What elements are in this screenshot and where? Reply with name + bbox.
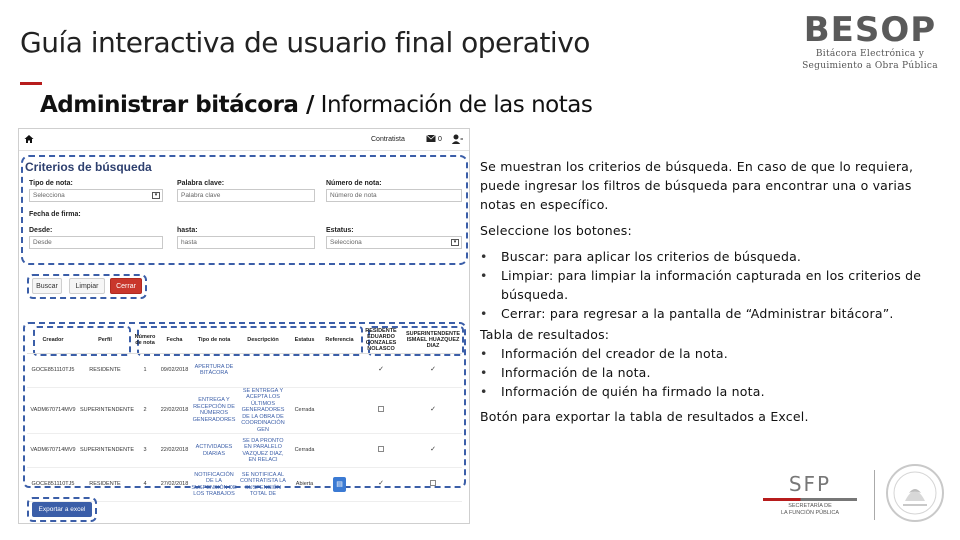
- table-list: [480, 344, 930, 401]
- explanation: [480, 157, 930, 433]
- sfp-logo: [755, 472, 865, 517]
- list-item: • Información de la nota.: [480, 363, 930, 382]
- estatus-select[interactable]: [326, 236, 462, 249]
- header-superintendente: SUPERINTENDENTE ISMAEL HUAZQUEZ DIAZ: [404, 327, 462, 353]
- footer-divider: [874, 470, 875, 520]
- app-screenshot: [18, 128, 470, 524]
- hasta-placeholder: hasta: [181, 239, 197, 246]
- subtitle-light: Información de las notas: [313, 92, 593, 118]
- list-item: • Buscar: para aplicar los criterios de búsqueda.: [480, 247, 930, 266]
- tipo-nota-select[interactable]: [29, 189, 163, 202]
- table-row[interactable]: [27, 353, 462, 387]
- cell-estatus: Cerrada: [288, 387, 321, 434]
- logo-line1: Bitácora Electrónica y: [815, 49, 925, 59]
- cell-perfil: SUPERINTENDENTE: [79, 434, 131, 468]
- buscar-button[interactable]: Buscar: [32, 278, 62, 294]
- list-item: • Información del creador de la nota.: [480, 344, 930, 363]
- cell-super-signature: [404, 353, 462, 387]
- cell-creador: GOCE851110TJ5: [27, 353, 79, 387]
- header-fecha[interactable]: Fecha: [159, 327, 190, 353]
- cell-perfil: RESIDENTE: [79, 468, 131, 502]
- chevron-down-icon: ▾: [152, 192, 160, 199]
- cell-fecha: 22/02/2018: [159, 387, 190, 434]
- list-item: • Información de quién ha firmado la nota.: [480, 382, 930, 401]
- cell-numero: 1: [131, 353, 159, 387]
- check-icon: ✓: [378, 365, 384, 373]
- check-icon: ✓: [430, 446, 436, 454]
- header-creador[interactable]: Creador: [27, 327, 79, 353]
- table-header-row: [27, 327, 462, 353]
- header-perfil[interactable]: Perfil: [79, 327, 131, 353]
- check-icon: ✓: [430, 365, 436, 373]
- desde-placeholder: Desde: [33, 239, 52, 246]
- chevron-down-icon: ▾: [451, 239, 459, 246]
- tipo-nota-value: Selecciona: [33, 192, 65, 199]
- palabra-clave-label: Palabra clave:: [177, 180, 225, 187]
- logo-line2: Seguimiento a Obra Pública: [802, 61, 938, 71]
- cell-tipo: NOTIFICACIÓN DE LA SUSPENSIÓN DE LOS TRABAJOS: [190, 468, 238, 502]
- fecha-firma-label: Fecha de firma:: [29, 211, 81, 218]
- cell-creador: VADM670714MV9: [27, 434, 79, 468]
- desde-input[interactable]: [29, 236, 163, 249]
- mexico-seal-icon: [885, 463, 945, 523]
- title-accent-rule: [20, 82, 42, 85]
- estatus-label: Estatus:: [326, 227, 354, 234]
- cell-referencia: [321, 353, 358, 387]
- file-icon[interactable]: ▤: [333, 477, 346, 492]
- header-residente: RESIDENTE EDUARDO GONZALES NOLASCO: [358, 327, 404, 353]
- cell-referencia: [321, 468, 358, 502]
- checkbox-icon[interactable]: [378, 406, 384, 412]
- user-icon[interactable]: [451, 133, 463, 145]
- cell-super-signature: [404, 468, 462, 502]
- cell-referencia: [321, 387, 358, 434]
- estatus-value: Selecciona: [330, 239, 362, 246]
- criteria-title: Criterios de búsqueda: [25, 160, 152, 174]
- cell-tipo: APERTURA DE BITÁCORA: [190, 353, 238, 387]
- results-table: [27, 327, 462, 502]
- cell-descripcion: [238, 353, 288, 387]
- hasta-input[interactable]: [177, 236, 315, 249]
- header-numero[interactable]: Número de nota: [131, 327, 159, 353]
- checkbox-icon[interactable]: [378, 446, 384, 452]
- sfp-line2: LA FUNCIÓN PÚBLICA: [780, 510, 840, 516]
- cell-descripcion: SE ENTREGA Y ACEPTA LOS ÚLTIMOS GENERADORES DE LA OBRA DE COORDINACIÓN GEN: [238, 387, 288, 434]
- user-name[interactable]: Contratista: [371, 136, 405, 143]
- cell-estatus: Cerrada: [288, 434, 321, 468]
- cell-residente-signature: [358, 353, 404, 387]
- besop-logo: [790, 12, 950, 72]
- desde-label: Desde:: [29, 227, 53, 234]
- cell-numero: 3: [131, 434, 159, 468]
- export-text: Botón para exportar la tabla de resultados a Excel.: [480, 409, 809, 424]
- cell-estatus: [288, 353, 321, 387]
- cell-residente-signature: [358, 468, 404, 502]
- cell-tipo: ENTREGA Y RECEPCIÓN DE NÚMEROS GENERADORES: [190, 387, 238, 434]
- cell-creador: VADM670714MV9: [27, 387, 79, 434]
- table-row[interactable]: [27, 387, 462, 434]
- cell-perfil: SUPERINTENDENTE: [79, 387, 131, 434]
- cell-tipo: ACTIVIDADES DIARIAS: [190, 434, 238, 468]
- cell-creador: GOCE851110TJ5: [27, 468, 79, 502]
- palabra-clave-input[interactable]: [177, 189, 315, 202]
- list-item: • Cerrar: para regresar a la pantalla de “Administrar bitácora”.: [480, 304, 930, 323]
- check-icon: ✓: [378, 480, 384, 488]
- header-estatus[interactable]: Estatus: [288, 327, 321, 353]
- numero-nota-input[interactable]: [326, 189, 462, 202]
- cell-residente-signature: [358, 387, 404, 434]
- sfp-mark: SFP: [788, 472, 832, 496]
- app-topbar: [19, 129, 469, 151]
- cell-fecha: 22/02/2018: [159, 434, 190, 468]
- cell-referencia: [321, 434, 358, 468]
- slide-title: Guía interactiva de usuario final operativo: [20, 26, 590, 59]
- sfp-line1: SECRETARÍA DE: [788, 503, 832, 509]
- cell-fecha: 27/02/2018: [159, 468, 190, 502]
- check-icon: ✓: [430, 406, 436, 413]
- cell-super-signature: [404, 434, 462, 468]
- cerrar-button[interactable]: Cerrar: [110, 278, 142, 294]
- cell-super-signature: [404, 387, 462, 434]
- cell-descripcion: SE NOTIFICA AL CONTRATISTA LA SUSPENSIÓN TOTAL DE: [238, 468, 288, 502]
- cell-fecha: 09/02/2018: [159, 353, 190, 387]
- cell-estatus: Abierta: [288, 468, 321, 502]
- mail-icon[interactable]: [426, 134, 436, 143]
- palabra-clave-placeholder: Palabra clave: [181, 192, 221, 199]
- notification-count: 0: [438, 136, 442, 143]
- numero-nota-placeholder: Número de nota: [330, 192, 377, 199]
- buttons-heading: Seleccione los botones:: [480, 223, 632, 238]
- home-icon[interactable]: [24, 134, 34, 144]
- list-item: • Limpiar: para limpiar la información capturada en los criterios de búsqueda.: [480, 266, 930, 304]
- cell-numero: 2: [131, 387, 159, 434]
- export-excel-button[interactable]: Exportar a excel: [32, 502, 92, 517]
- table-row[interactable]: [27, 434, 462, 468]
- numero-nota-label: Número de nota:: [326, 180, 382, 187]
- cell-numero: 4: [131, 468, 159, 502]
- checkbox-icon[interactable]: [430, 480, 436, 486]
- intro-text: Se muestran los criterios de búsqueda. En caso de que lo requiera, puede ingresar los filtros de búsqueda para encontrar una o varias notas en específico.: [480, 159, 914, 212]
- tipo-nota-label: Tipo de nota:: [29, 180, 73, 187]
- cell-residente-signature: [358, 434, 404, 468]
- sfp-lines: [763, 498, 857, 501]
- hasta-label: hasta:: [177, 227, 198, 234]
- header-referencia[interactable]: Referencia: [321, 327, 358, 353]
- slide-subtitle: [40, 92, 592, 118]
- header-descripcion[interactable]: Descripción: [238, 327, 288, 353]
- cell-descripcion: SE DA PRONTO EN PARALELO VAZQUEZ DIAZ, EN RELACI: [238, 434, 288, 468]
- header-tipo[interactable]: Tipo de nota: [190, 327, 238, 353]
- table-heading: Tabla de resultados:: [480, 327, 610, 342]
- limpiar-button[interactable]: Limpiar: [69, 278, 105, 294]
- cell-perfil: RESIDENTE: [79, 353, 131, 387]
- buttons-list: [480, 247, 930, 323]
- logo-name: BESOP: [803, 10, 937, 50]
- subtitle-bold: Administrar bitácora /: [40, 92, 314, 118]
